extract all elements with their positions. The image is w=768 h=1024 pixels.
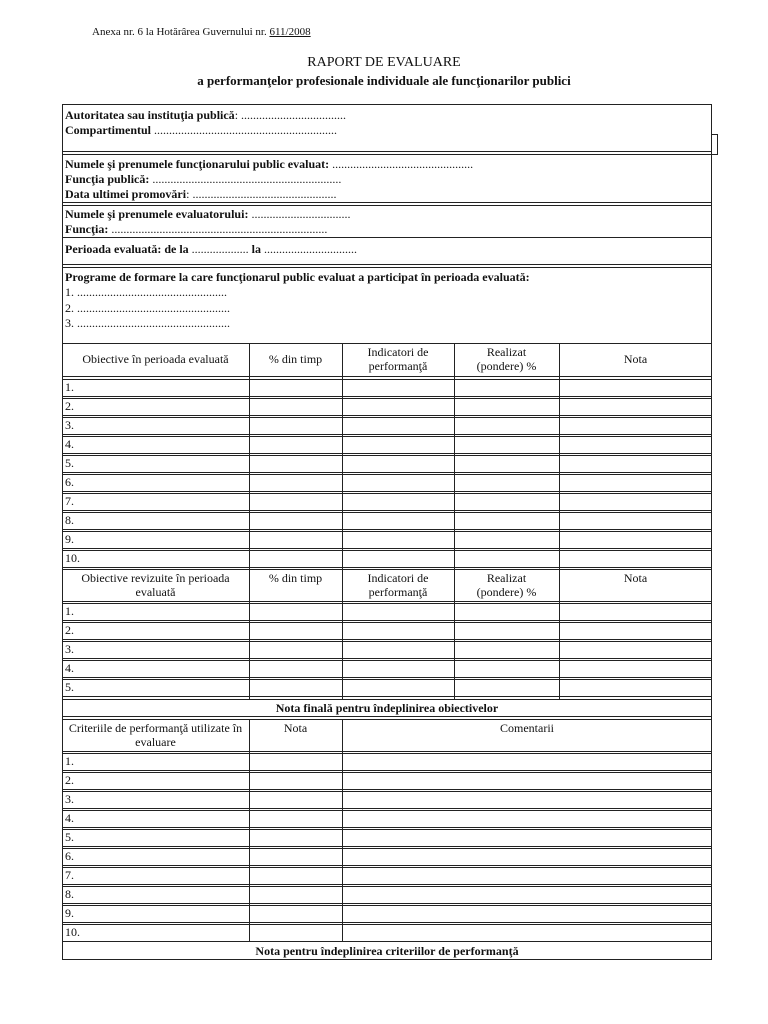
evaluator-function-field[interactable] bbox=[65, 222, 327, 236]
annex-reference bbox=[92, 26, 311, 38]
row-divider bbox=[62, 641, 712, 642]
evaluator-name-dots: ................................. bbox=[248, 207, 351, 221]
evaluator-function-dots: ........................................................................ bbox=[108, 222, 328, 236]
row-divider bbox=[62, 620, 712, 621]
table-row[interactable]: 5. bbox=[65, 830, 74, 844]
row-divider bbox=[62, 493, 712, 494]
table-row[interactable]: 1. bbox=[65, 604, 74, 618]
evaluee-name-label: Numele şi prenumele funcţionarului public evaluat: bbox=[65, 157, 330, 171]
divider bbox=[62, 202, 712, 203]
row-divider bbox=[62, 569, 712, 570]
header-objectives: Obiective în perioada evaluată bbox=[82, 352, 229, 366]
row-divider bbox=[62, 848, 712, 849]
row-divider bbox=[62, 865, 712, 866]
row-divider bbox=[62, 789, 712, 790]
table-row[interactable]: 4. bbox=[65, 811, 74, 825]
row-divider bbox=[62, 791, 712, 792]
table-row[interactable]: 8. bbox=[65, 513, 74, 527]
divider bbox=[62, 264, 712, 265]
row-divider bbox=[62, 716, 712, 717]
row-divider bbox=[62, 379, 712, 380]
table-row[interactable]: 6. bbox=[65, 475, 74, 489]
table-row[interactable]: 3. bbox=[65, 792, 74, 806]
table-row[interactable]: 9. bbox=[65, 532, 74, 546]
document-subtitle: a performanţelor profesionale individuale ale funcţionarilor publici bbox=[197, 73, 571, 88]
header-time: % din timp bbox=[268, 352, 323, 366]
evaluator-function-label: Funcţia: bbox=[65, 222, 109, 236]
table-row[interactable]: 10. bbox=[65, 551, 80, 565]
header-indicators: Indicatori de performanţă bbox=[367, 345, 429, 373]
row-divider bbox=[62, 810, 712, 811]
header-nota: Nota bbox=[623, 352, 648, 366]
annex-prefix: Anexa nr. 6 la Hotărârea Guvernului nr. bbox=[92, 26, 270, 38]
table-row[interactable]: 5. bbox=[65, 680, 74, 694]
table-row[interactable]: 3. bbox=[65, 418, 74, 432]
divider bbox=[62, 267, 712, 268]
row-divider bbox=[62, 658, 712, 659]
row-divider bbox=[62, 827, 712, 828]
table-row[interactable]: 2. bbox=[65, 399, 74, 413]
criteria-note: Nota pentru îndeplinirea criteriilor de performanţă bbox=[255, 944, 519, 958]
row-divider bbox=[62, 417, 712, 418]
table-row[interactable]: 8. bbox=[65, 887, 74, 901]
row-divider bbox=[62, 772, 712, 773]
row-divider bbox=[62, 660, 712, 661]
table-row[interactable]: 4. bbox=[65, 661, 74, 675]
row-divider bbox=[62, 567, 712, 568]
row-divider bbox=[62, 396, 712, 397]
row-divider bbox=[62, 601, 712, 602]
divider bbox=[62, 154, 712, 155]
table-row[interactable]: 1. bbox=[65, 754, 74, 768]
table-row[interactable]: 3. bbox=[65, 642, 74, 656]
row-divider bbox=[62, 512, 712, 513]
row-divider bbox=[62, 922, 712, 923]
table-row[interactable]: 2. bbox=[65, 773, 74, 787]
row-divider bbox=[62, 903, 712, 904]
row-divider bbox=[62, 924, 712, 925]
training-item-1[interactable]: 1. .................................................. bbox=[65, 285, 227, 299]
table-row[interactable]: 7. bbox=[65, 494, 74, 508]
row-divider bbox=[62, 376, 712, 377]
authority-dots: : ................................... bbox=[234, 108, 347, 122]
department-field[interactable] bbox=[65, 123, 337, 137]
row-divider bbox=[62, 699, 712, 700]
divider bbox=[62, 205, 712, 206]
training-item-3[interactable]: 3. ................................................... bbox=[65, 316, 230, 330]
row-divider bbox=[62, 808, 712, 809]
public-function-label: Funcţia publică: bbox=[65, 172, 150, 186]
table-row[interactable]: 7. bbox=[65, 868, 74, 882]
department-dots: ............................................................. bbox=[151, 123, 337, 137]
header-realized: Realizat (pondere) % bbox=[476, 571, 537, 599]
header-time: % din timp bbox=[268, 571, 323, 585]
table-row[interactable]: 10. bbox=[65, 925, 80, 939]
last-promotion-label: Data ultimei promovări bbox=[65, 187, 187, 201]
row-divider bbox=[62, 415, 712, 416]
row-divider bbox=[62, 941, 712, 942]
training-label: Programe de formare la care funcţionarul public evaluat a participat în perioada evaluată: bbox=[65, 270, 530, 284]
table-row[interactable]: 4. bbox=[65, 437, 74, 451]
authority-label: Autoritatea sau instituţia publică bbox=[65, 108, 235, 122]
annex-ref: 611/2008 bbox=[269, 26, 311, 38]
public-function-field[interactable] bbox=[65, 172, 341, 186]
header-indicators: Indicatori de performanţă bbox=[367, 571, 429, 599]
row-divider bbox=[62, 531, 712, 532]
row-divider bbox=[62, 434, 712, 435]
row-divider bbox=[62, 886, 712, 887]
table-row[interactable]: 5. bbox=[65, 456, 74, 470]
row-divider bbox=[62, 829, 712, 830]
row-divider bbox=[62, 679, 712, 680]
row-divider bbox=[62, 770, 712, 771]
row-divider bbox=[62, 474, 712, 475]
row-divider bbox=[62, 398, 712, 399]
table-row[interactable]: 9. bbox=[65, 906, 74, 920]
row-divider bbox=[62, 751, 712, 752]
row-divider bbox=[62, 436, 712, 437]
table-row[interactable]: 2. bbox=[65, 623, 74, 637]
divider bbox=[62, 151, 712, 152]
row-divider bbox=[62, 622, 712, 623]
row-divider bbox=[62, 905, 712, 906]
header-revised-objectives: Obiective revizuite în perioada evaluată bbox=[81, 571, 230, 599]
evaluee-name-field[interactable] bbox=[65, 157, 473, 171]
evaluee-name-dots: ............................................... bbox=[329, 157, 474, 171]
row-divider bbox=[62, 884, 712, 885]
row-divider bbox=[62, 677, 712, 678]
row-divider bbox=[62, 491, 712, 492]
document-title: RAPORT DE EVALUARE bbox=[307, 55, 461, 70]
public-function-dots: ............................................................... bbox=[149, 172, 342, 186]
period-from-label: Perioada evaluată: de la bbox=[65, 242, 189, 256]
authority-field[interactable] bbox=[65, 108, 346, 122]
row-divider bbox=[62, 867, 712, 868]
row-divider bbox=[62, 550, 712, 551]
row-divider bbox=[62, 472, 712, 473]
row-divider bbox=[62, 529, 712, 530]
header-realized: Realizat (pondere) % bbox=[476, 345, 537, 373]
row-divider bbox=[62, 453, 712, 454]
row-divider bbox=[62, 846, 712, 847]
row-divider bbox=[62, 548, 712, 549]
department-label: Compartimentul bbox=[65, 123, 151, 137]
header-comments: Comentarii bbox=[500, 721, 554, 735]
header-criteria: Criteriile de performanţă utilizate în evaluare bbox=[68, 721, 243, 749]
row-divider bbox=[62, 696, 712, 697]
evaluator-name-field[interactable] bbox=[65, 207, 350, 221]
row-divider bbox=[62, 510, 712, 511]
period-from-dots: ................... bbox=[188, 242, 249, 256]
table-border bbox=[62, 343, 712, 344]
table-row[interactable]: 1. bbox=[65, 380, 74, 394]
final-objectives-note: Nota finală pentru îndeplinirea obiectivelor bbox=[275, 701, 499, 715]
evaluator-name-label: Numele şi prenumele evaluatorului: bbox=[65, 207, 249, 221]
row-divider bbox=[62, 603, 712, 604]
divider bbox=[62, 237, 712, 238]
header-nota: Nota bbox=[283, 721, 308, 735]
row-divider bbox=[62, 455, 712, 456]
row-divider bbox=[62, 753, 712, 754]
period-field[interactable] bbox=[65, 242, 357, 256]
last-promotion-dots: : ................................................ bbox=[186, 187, 337, 201]
period-to-dots: ............................... bbox=[261, 242, 357, 256]
period-to-label: la bbox=[248, 242, 261, 256]
row-divider bbox=[62, 719, 712, 720]
header-nota: Nota bbox=[623, 571, 648, 585]
table-row[interactable]: 6. bbox=[65, 849, 74, 863]
row-divider bbox=[62, 639, 712, 640]
training-item-2[interactable]: 2. ................................................... bbox=[65, 301, 230, 315]
side-tab bbox=[712, 134, 718, 155]
last-promotion-field[interactable] bbox=[65, 187, 336, 201]
